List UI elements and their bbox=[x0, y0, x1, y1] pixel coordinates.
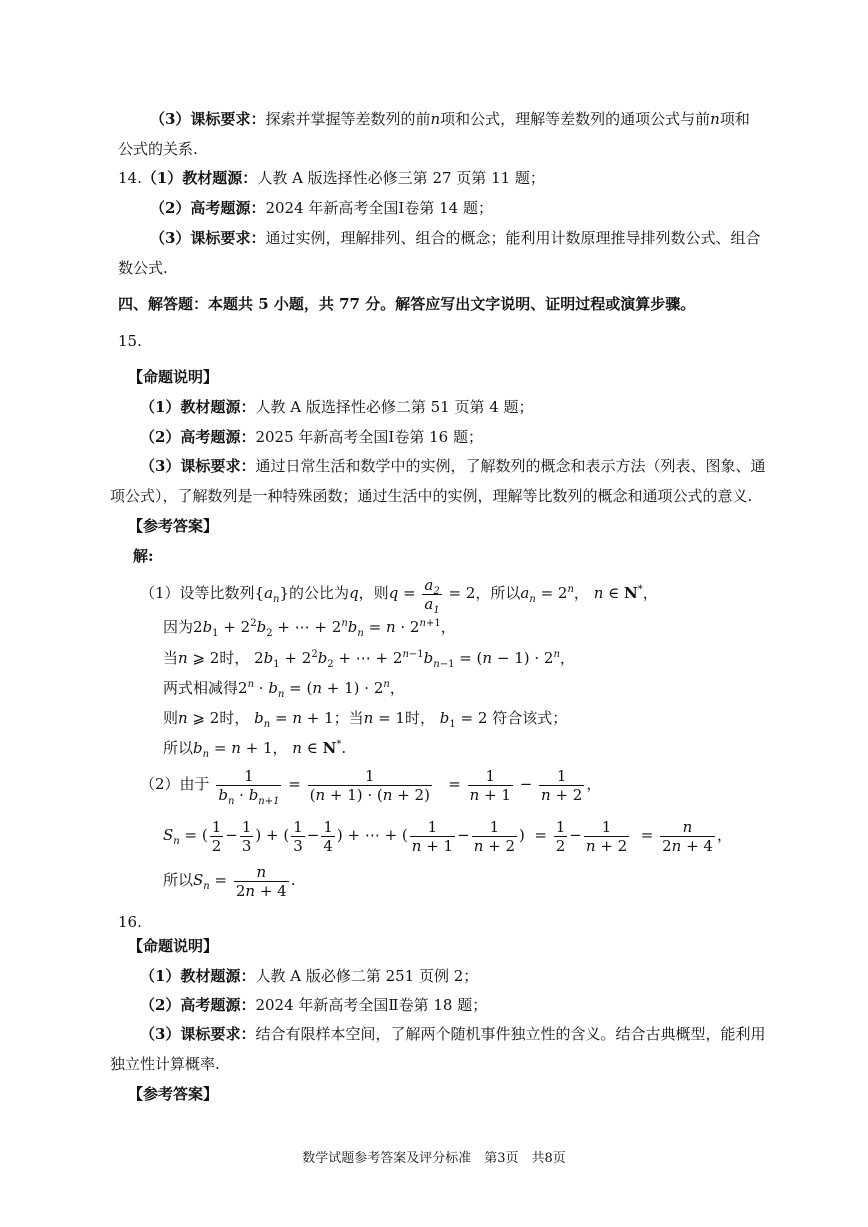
text-part: ，所以 bbox=[475, 584, 521, 602]
text-part: 则 bbox=[163, 709, 179, 727]
text-part: （1）设等比数列 bbox=[140, 584, 255, 602]
source-label: （2）高考题源： bbox=[150, 199, 266, 217]
q15-p1-line2: 因为$2b_1 + 2^2b_2$ + ⋯ + $2^nb_n = n \cdot 2^{n+1}$， bbox=[163, 618, 456, 639]
requirement-label: （3）课标要求： bbox=[140, 457, 256, 475]
requirement-label: （3）课标要求： bbox=[150, 229, 266, 247]
sec13-item3-line2: 公式的关系. bbox=[118, 140, 198, 158]
source-label: （2）高考题源： bbox=[140, 428, 256, 446]
q15-item3-line2: 项公式），了解数列是一种特殊函数；通过生活中的实例，理解等比数列的概念和通项公式的意义. bbox=[110, 487, 753, 505]
text-part: 因为 bbox=[163, 618, 194, 636]
q15-item3 bbox=[140, 456, 765, 476]
text-part: 符合该式； bbox=[492, 709, 568, 727]
q15-number: 15. bbox=[118, 332, 142, 350]
source-text: 2024 年新高考全国Ⅰ卷第 14 题； bbox=[265, 199, 493, 217]
math-n: n bbox=[710, 110, 720, 128]
text-part: 所以 bbox=[163, 739, 194, 757]
fraction: $\frac{n}{2n + 4}$ bbox=[235, 862, 287, 900]
part4-heading: 四、解答题：本题共 5 小题，共 77 分。解答应写出文字说明、证明过程或演算步骤。 bbox=[118, 295, 696, 313]
text-part: 项和公式，理解等差数列的通项公式与前 bbox=[440, 110, 711, 128]
q16-answer-heading: 【参考答案】 bbox=[128, 1085, 219, 1103]
q15-p1-line1: （1）设等比数列$\{a_n\}$的公比为q，则q = $\frac{a_2}{a_1}$ = 2，所以$a_n = 2^n$， n ∈ N*， bbox=[140, 575, 658, 616]
text-part: 时， bbox=[219, 649, 250, 667]
page-footer: 数学试题参考答案及评分标准 第3页 共8页 bbox=[302, 1151, 566, 1166]
q16-item3-line2: 独立性计算概率. bbox=[110, 1055, 220, 1073]
text-part: （2）由于 bbox=[140, 775, 210, 793]
text-part: 的公比为 bbox=[289, 584, 350, 602]
fraction: $\frac{1}{(n + 1) \cdot (n + 2)}$ bbox=[309, 766, 430, 804]
source-label: （1）教材题源： bbox=[140, 398, 256, 416]
source-label: （2）高考题源： bbox=[140, 996, 256, 1014]
source-text: 人教 A 版必修二第 251 页例 2； bbox=[255, 967, 479, 985]
sec14-item2 bbox=[150, 198, 493, 218]
fraction: $\frac{1}{b_n \cdot b_{n+1}}$ bbox=[218, 766, 280, 807]
sec13-item3-line1 bbox=[150, 109, 750, 129]
sec14-item3-line2: 数公式. bbox=[118, 259, 168, 277]
q15-p2-line3: 所以$S_n$ = $\frac{n}{2n + 4}$ . bbox=[163, 862, 296, 900]
fraction: $\frac{a_2}{a_1}$ bbox=[424, 575, 440, 616]
q15-p2-line2: $S_n$ = ( $\frac{1}{2}$ − $\frac{1}{3}$ ) + ( $\frac{1}{3}$ − $\frac{1}{4}$ ) + ⋯ + ( $\frac{1}{n + 1}$ − $\frac{1}{n + 2}$ ) = $\frac{1}{2}$ − $\frac{1}{n + 2}$ = $\frac{n}{2n + 4}$ ， bbox=[163, 817, 732, 855]
text-part: 两式相减得 bbox=[163, 679, 239, 697]
source-text: 2025 年新高考全国Ⅰ卷第 16 题； bbox=[255, 428, 483, 446]
solution-label: 解: bbox=[133, 547, 154, 565]
q15-p1-line5: 则n ⩾ 2时， $b_n = n + 1$；当n = 1时， $b_1 = 2$ 符合该式； bbox=[163, 709, 568, 730]
q15-p1-line3: 当n ⩾ 2时， $2b_1 + 2^2b_2$ + ⋯ + $2^{n-1}b_{n-1} = (n - 1) \cdot 2^n$， bbox=[163, 649, 575, 670]
sec14-item3 bbox=[150, 228, 760, 248]
text-part: 所以 bbox=[163, 871, 194, 889]
text-part: ；当 bbox=[333, 709, 364, 727]
q15-p1-line4: 两式相减得$2^n \cdot b_n = (n + 1) \cdot 2^n$， bbox=[163, 679, 405, 700]
text-part: 探索并掌握等差数列的前 bbox=[265, 110, 431, 128]
q15-item2 bbox=[140, 427, 483, 447]
q16-item3 bbox=[140, 1024, 765, 1044]
q16-item2 bbox=[140, 995, 487, 1015]
text-part: 项和 bbox=[719, 110, 750, 128]
q16-number: 16. bbox=[118, 913, 142, 931]
q16-item1 bbox=[140, 966, 478, 986]
question-number: 14. bbox=[118, 169, 142, 187]
source-label: （1）教材题源： bbox=[141, 169, 258, 187]
q15-explain-heading: 【命题说明】 bbox=[128, 368, 219, 386]
fraction: $\frac{1}{n + 1}$ bbox=[469, 766, 511, 804]
q15-item1 bbox=[140, 397, 534, 417]
text-part: 时， bbox=[219, 709, 250, 727]
fraction: $\frac{1}{n + 2}$ bbox=[541, 766, 583, 804]
source-text: 人教 A 版选择性必修三第 27 页第 11 题； bbox=[257, 169, 545, 187]
source-text: 人教 A 版选择性必修二第 51 页第 4 题； bbox=[255, 398, 534, 416]
q15-answer-heading: 【参考答案】 bbox=[128, 517, 219, 535]
source-text: 2024 年新高考全国Ⅱ卷第 18 题； bbox=[255, 996, 488, 1014]
q15-p2-line1: （2）由于 $\frac{1}{b_n \cdot b_{n+1}}$ = $\frac{1}{(n + 1) \cdot (n + 2)}$ = $\frac{1}{n + 1}$ − $\frac{1}{n + 2}$ ， bbox=[140, 766, 602, 807]
requirement-text: 通过实例，理解排列、组合的概念；能利用计数原理推导排列数公式、组合 bbox=[265, 229, 761, 247]
q16-explain-heading: 【命题说明】 bbox=[128, 937, 219, 955]
text-part: 时， bbox=[404, 709, 435, 727]
requirement-label: （3）课标要求： bbox=[140, 1025, 256, 1043]
requirement-text: 通过日常生活和数学中的实例，了解数列的概念和表示方法（列表、图象、通 bbox=[255, 457, 766, 475]
sec14-item1 bbox=[118, 168, 545, 188]
math-n: n bbox=[430, 110, 441, 128]
requirement-label: （3）课标要求： bbox=[150, 110, 266, 128]
text-part: ，则 bbox=[358, 584, 389, 602]
text-part: 当 bbox=[163, 649, 179, 667]
requirement-text: 结合有限样本空间，了解两个随机事件独立性的含义。结合古典概型，能利用 bbox=[255, 1025, 766, 1043]
source-label: （1）教材题源： bbox=[140, 967, 256, 985]
q15-p1-line6: 所以$b_n = n + 1$， n ∈ N*. bbox=[163, 739, 347, 760]
